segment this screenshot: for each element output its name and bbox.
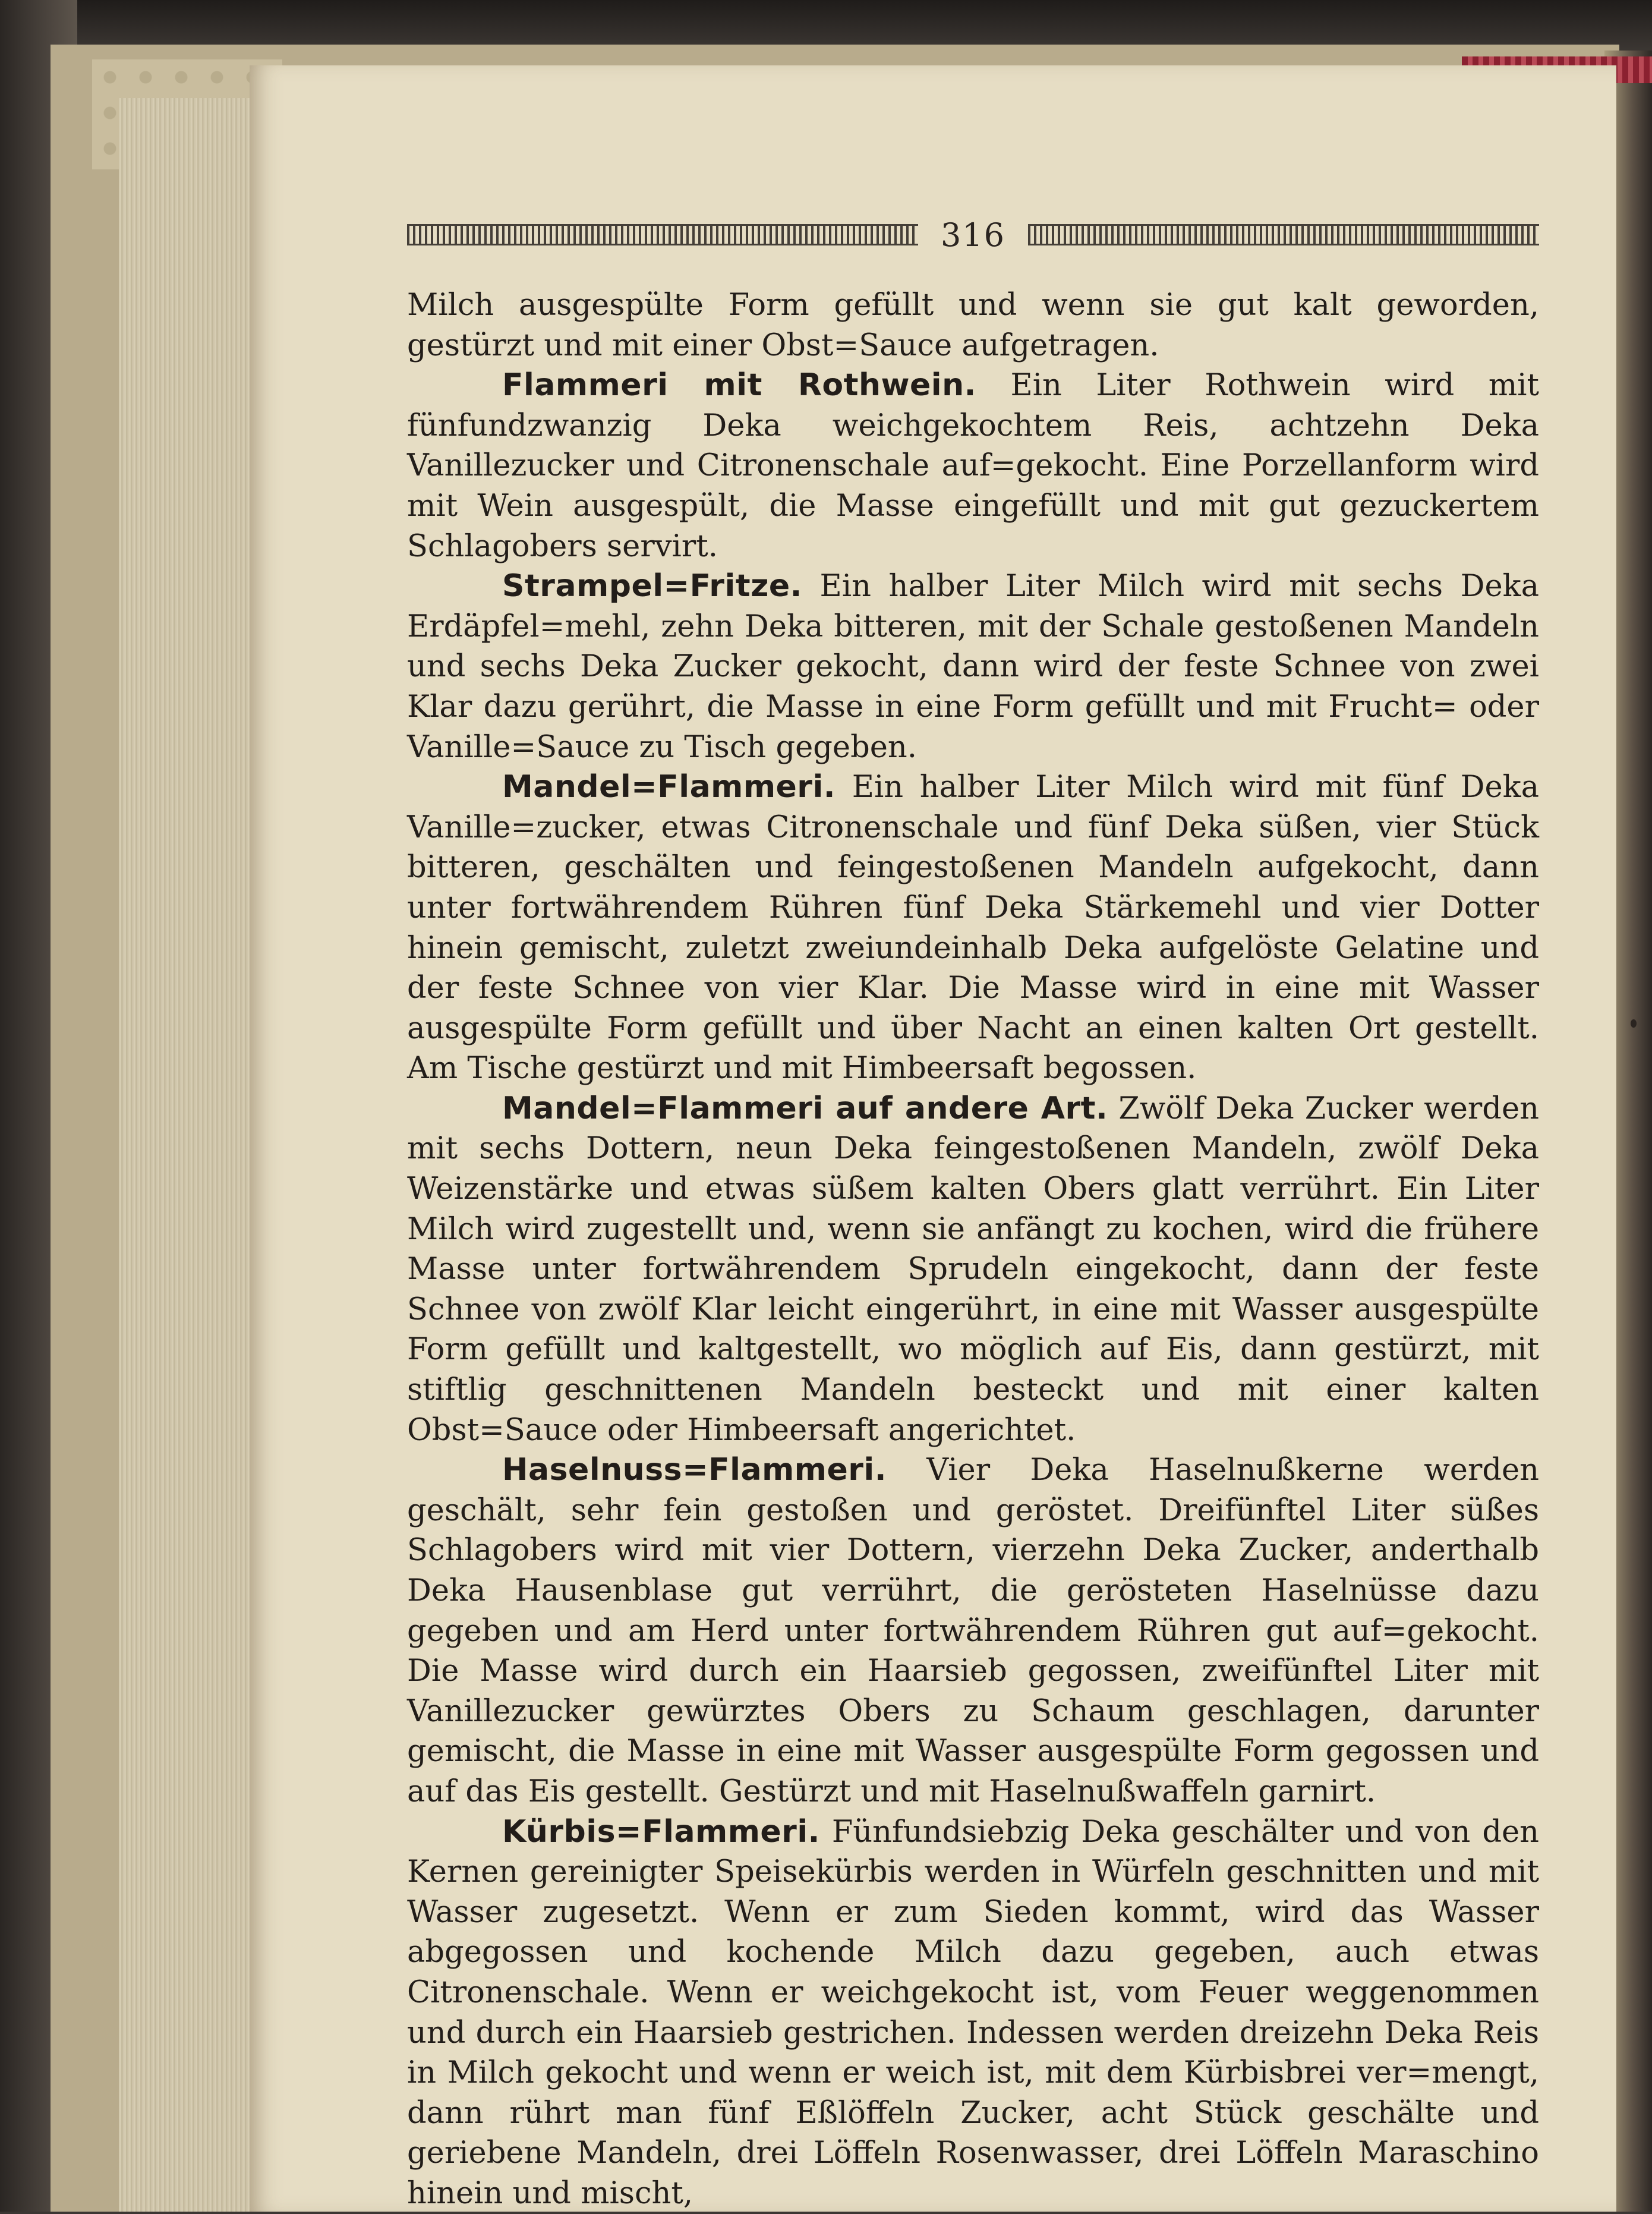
- recipe-title: Mandel=Flammeri auf andere Art.: [502, 1090, 1108, 1126]
- recipe-body: Ein Liter Rothwein wird mit fünfundzwanzig Deka weichgekochtem Reis, achtzehn Deka Vanillezucker und Citronenschale auf=gekocht. Eine Porzellanform wird mit Wein ausgespült, die Masse eingefüllt und mit gut gezuckertem Schlagobers servirt.: [407, 368, 1539, 564]
- paragraph-body: Milch ausgespülte Form gefüllt und wenn sie gut kalt geworden, gestürzt und mit einer Obst=Sauce aufgetragen.: [407, 288, 1539, 363]
- page-header: [407, 211, 1539, 259]
- recipe-mandel-flammeri-andere-art: [407, 1089, 1539, 1450]
- header-ornament-left: [407, 224, 918, 245]
- recipe-title: Kürbis=Flammeri.: [502, 1813, 820, 1850]
- margin-mark: [1631, 1019, 1637, 1028]
- recipe-kuerbis-flammeri: [407, 1812, 1539, 2214]
- page-text: [407, 285, 1539, 2214]
- recipe-title: Mandel=Flammeri.: [502, 769, 836, 805]
- recipe-haselnuss-flammeri: [407, 1450, 1539, 1812]
- recipe-title: Flammeri mit Rothwein.: [502, 367, 976, 404]
- recipe-body: Ein halber Liter Milch wird mit sechs Deka Erdäpfel=mehl, zehn Deka bitteren, mit der Schale gestoßenen Mandeln und sechs Deka Zucker gekocht, dann wird der feste Schnee von zwei Klar dazu gerührt, die Masse in eine Form gefüllt und mit Frucht= oder Vanille=Sauce zu Tisch gegeben.: [407, 569, 1539, 765]
- paragraph-continuation: [407, 285, 1539, 366]
- recipe-body: Vier Deka Haselnußkerne werden geschält, sehr fein gestoßen und geröstet. Dreifünftel Liter süßes Schlagobers wird mit vier Dottern, vierzehn Deka Zucker, anderthalb Deka Hausenblase gut verrührt, die gerösteten Haselnüsse dazu gegeben und am Herd unter fortwährendem Rühren gut auf=gekocht. Die Masse wird durch ein Haarsieb gegossen, zweifünftel Liter mit Vanillezucker gewürztes Obers zu Schaum geschlagen, darunter gemischt, die Masse in eine mit Wasser ausgespülte Form gegossen und auf das Eis gestellt. Gestürzt und mit Haselnußwaffeln garnirt.: [407, 1453, 1539, 1809]
- recipe-body: Ein halber Liter Milch wird mit fünf Deka Vanille=zucker, etwas Citronenschale und fünf Deka süßen, vier Stück bitteren, geschälten und feingestoßenen Mandeln aufgekocht, dann unter fortwährendem Rühren fünf Deka Stärkemehl und vier Dotter hinein gemischt, zuletzt zweiundeinhalb Deka aufgelöste Gelatine und der feste Schnee von vier Klar. Die Masse wird in eine mit Wasser ausgespülte Form gefüllt und über Nacht an einen kalten Ort gestellt. Am Tische gestürzt und mit Himbeersaft begossen.: [407, 770, 1539, 1086]
- recipe-title: Haselnuss=Flammeri.: [502, 1452, 887, 1488]
- header-ornament-right: [1028, 224, 1539, 245]
- recipe-body: Zwölf Deka Zucker werden mit sechs Dottern, neun Deka feingestoßenen Mandeln, zwölf Deka Weizenstärke und etwas süßem kalten Obers glatt verrührt. Ein Liter Milch wird zugestellt und, wenn sie anfängt zu kochen, wird die frühere Masse unter fortwährendem Sprudeln eingekocht, dann der feste Schnee von zwölf Klar leicht eingerührt, in eine mit Wasser ausgespülte Form gefüllt und kaltgestellt, wo möglich auf Eis, dann gestürzt, mit stiftlig geschnittenen Mandeln besteckt und mit einer kalten Obst=Sauce oder Himbeersaft angerichtet.: [407, 1091, 1539, 1448]
- recipe-mandel-flammeri: [407, 767, 1539, 1089]
- page-number: 316: [940, 216, 1006, 254]
- recipe-flammeri-mit-rothwein: [407, 366, 1539, 566]
- recipe-strampel-fritze: [407, 566, 1539, 767]
- page-edges: [119, 98, 261, 2212]
- recipe-title: Strampel=Fritze.: [502, 568, 802, 604]
- book-page: [250, 65, 1616, 2212]
- recipe-body: Fünfundsiebzig Deka geschälter und von den Kernen gereinigter Speisekürbis werden in Würfeln geschnitten und mit Wasser zugesetzt. Wenn er zum Sieden kommt, wird das Wasser abgegossen und kochende Milch dazu gegeben, auch etwas Citronenschale. Wenn er weichgekocht ist, vom Feuer weggenommen und durch ein Haarsieb gestrichen. Indessen werden dreizehn Deka Reis in Milch gekocht und wenn er weich ist, mit dem Kürbisbrei ver=mengt, dann rührt man fünf Eßlöffeln Zucker, acht Stück geschälte und geriebene Mandeln, drei Löffeln Rosenwasser, drei Löffeln Maraschino hinein und mischt,: [407, 1814, 1539, 2211]
